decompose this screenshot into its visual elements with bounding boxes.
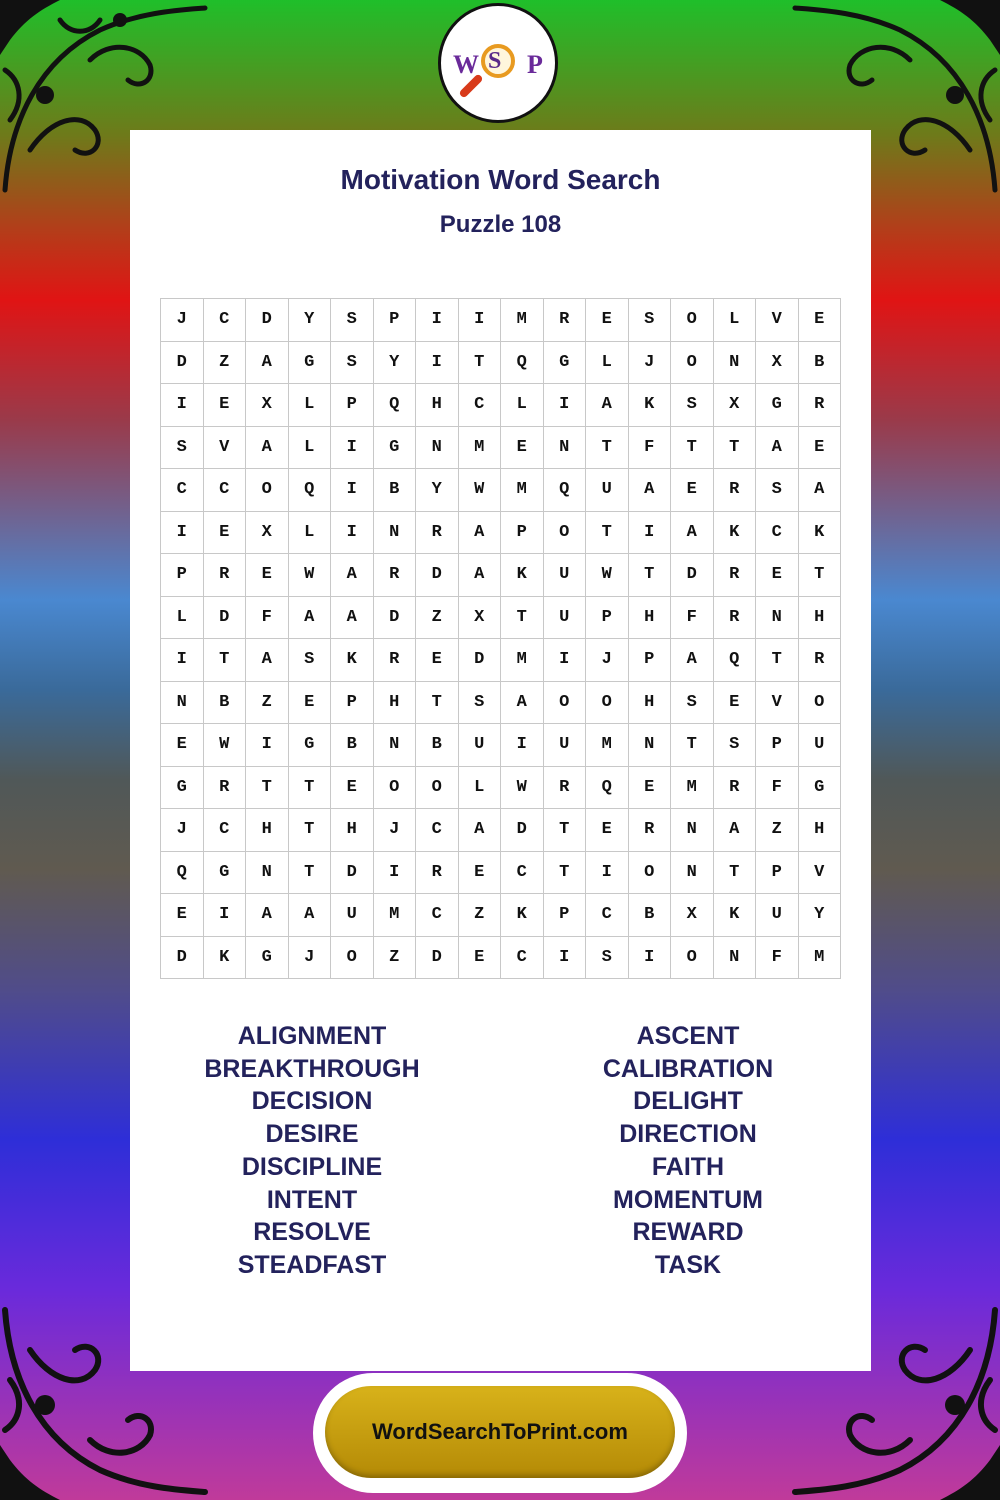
grid-cell[interactable]: A <box>246 639 289 682</box>
grid-cell[interactable]: P <box>756 852 799 895</box>
footer-link-button[interactable] <box>325 1386 675 1478</box>
grid-cell[interactable]: X <box>714 384 757 427</box>
grid-cell[interactable]: F <box>756 937 799 980</box>
grid-cell[interactable]: Z <box>756 809 799 852</box>
grid-cell[interactable]: H <box>799 809 842 852</box>
word-list-item: REWARD <box>632 1218 744 1247</box>
grid-cell[interactable]: Q <box>374 384 417 427</box>
grid-cell[interactable]: M <box>459 427 502 470</box>
grid-cell[interactable]: D <box>161 342 204 385</box>
grid-cell[interactable]: J <box>161 809 204 852</box>
grid-cell[interactable]: Q <box>501 342 544 385</box>
grid-cell[interactable]: T <box>586 427 629 470</box>
grid-cell[interactable]: X <box>459 597 502 640</box>
grid-cell[interactable]: T <box>714 852 757 895</box>
grid-cell[interactable]: Y <box>416 469 459 512</box>
grid-cell[interactable]: I <box>501 724 544 767</box>
grid-cell[interactable]: C <box>204 809 247 852</box>
grid-cell[interactable]: S <box>331 342 374 385</box>
grid-cell[interactable]: S <box>756 469 799 512</box>
grid-cell[interactable]: H <box>799 597 842 640</box>
grid-cell[interactable]: I <box>331 469 374 512</box>
grid-cell[interactable]: I <box>161 512 204 555</box>
grid-cell[interactable]: I <box>331 512 374 555</box>
grid-cell[interactable]: J <box>161 299 204 342</box>
grid-cell[interactable]: W <box>289 554 332 597</box>
grid-cell[interactable]: D <box>459 639 502 682</box>
grid-cell[interactable]: U <box>544 724 587 767</box>
grid-cell[interactable]: F <box>671 597 714 640</box>
grid-cell[interactable]: I <box>544 937 587 980</box>
grid-cell[interactable]: F <box>629 427 672 470</box>
grid-cell[interactable]: T <box>544 852 587 895</box>
grid-cell[interactable]: S <box>671 384 714 427</box>
word-list-item: ASCENT <box>636 1022 740 1050</box>
grid-cell[interactable]: O <box>671 299 714 342</box>
grid-cell[interactable]: T <box>799 554 842 597</box>
logo-letter-w: W <box>453 50 479 79</box>
grid-cell[interactable]: H <box>629 682 672 725</box>
grid-cell[interactable]: C <box>501 937 544 980</box>
grid-cell[interactable]: K <box>501 554 544 597</box>
grid-cell[interactable]: N <box>714 937 757 980</box>
grid-cell[interactable]: A <box>756 427 799 470</box>
grid-cell[interactable]: D <box>671 554 714 597</box>
grid-cell[interactable]: M <box>671 767 714 810</box>
grid-cell[interactable]: O <box>671 937 714 980</box>
grid-cell[interactable]: P <box>331 384 374 427</box>
grid-cell[interactable]: P <box>629 639 672 682</box>
grid-cell[interactable]: N <box>671 809 714 852</box>
grid-cell[interactable]: O <box>799 682 842 725</box>
grid-cell[interactable]: N <box>246 852 289 895</box>
grid-cell[interactable]: O <box>416 767 459 810</box>
grid-cell[interactable]: D <box>416 554 459 597</box>
grid-cell[interactable]: D <box>161 937 204 980</box>
grid-cell[interactable]: T <box>204 639 247 682</box>
grid-cell[interactable]: C <box>459 384 502 427</box>
grid-cell[interactable]: E <box>459 937 502 980</box>
grid-cell[interactable]: D <box>374 597 417 640</box>
grid-cell[interactable]: T <box>671 427 714 470</box>
grid-cell[interactable]: B <box>374 469 417 512</box>
grid-cell[interactable]: G <box>374 427 417 470</box>
grid-cell[interactable]: R <box>416 852 459 895</box>
grid-cell[interactable]: I <box>586 852 629 895</box>
grid-cell[interactable]: A <box>246 342 289 385</box>
grid-cell[interactable]: P <box>756 724 799 767</box>
grid-cell[interactable]: T <box>501 597 544 640</box>
footer-site-url: WordSearchToPrint.com <box>372 1419 628 1444</box>
grid-cell[interactable]: K <box>714 512 757 555</box>
grid-cell[interactable]: R <box>544 299 587 342</box>
grid-cell[interactable]: N <box>671 852 714 895</box>
grid-cell[interactable]: V <box>756 299 799 342</box>
grid-cell[interactable]: R <box>714 767 757 810</box>
grid-cell[interactable]: G <box>161 767 204 810</box>
grid-cell[interactable]: E <box>586 809 629 852</box>
grid-cell[interactable]: G <box>289 342 332 385</box>
grid-cell[interactable]: E <box>799 427 842 470</box>
grid-cell[interactable]: Q <box>544 469 587 512</box>
grid-cell[interactable]: K <box>629 384 672 427</box>
grid-cell[interactable]: O <box>671 342 714 385</box>
word-list-item: DISCIPLINE <box>241 1152 383 1181</box>
grid-cell[interactable]: R <box>799 639 842 682</box>
grid-cell[interactable]: T <box>756 639 799 682</box>
grid-cell[interactable]: M <box>501 469 544 512</box>
grid-cell[interactable]: L <box>459 767 502 810</box>
grid-cell[interactable]: X <box>246 512 289 555</box>
grid-cell[interactable]: F <box>246 597 289 640</box>
word-list-right <box>538 1020 838 1282</box>
grid-cell[interactable]: I <box>629 937 672 980</box>
grid-cell[interactable]: I <box>459 299 502 342</box>
grid-cell[interactable]: O <box>629 852 672 895</box>
grid-cell[interactable]: D <box>246 299 289 342</box>
grid-cell[interactable]: P <box>161 554 204 597</box>
grid-cell[interactable]: J <box>586 639 629 682</box>
grid-cell[interactable]: Q <box>586 767 629 810</box>
grid-cell[interactable]: M <box>799 937 842 980</box>
grid-cell[interactable]: L <box>161 597 204 640</box>
puzzle-sheet <box>130 130 871 1371</box>
grid-cell[interactable]: B <box>799 342 842 385</box>
grid-cell[interactable]: M <box>586 724 629 767</box>
grid-cell[interactable]: K <box>331 639 374 682</box>
grid-cell[interactable]: N <box>374 512 417 555</box>
grid-cell[interactable]: I <box>416 299 459 342</box>
grid-cell[interactable]: U <box>331 894 374 937</box>
grid-cell[interactable]: Y <box>289 299 332 342</box>
grid-cell[interactable]: S <box>289 639 332 682</box>
grid-cell[interactable]: Z <box>204 342 247 385</box>
grid-cell[interactable]: S <box>671 682 714 725</box>
grid-cell[interactable]: E <box>586 299 629 342</box>
grid-cell[interactable]: M <box>374 894 417 937</box>
grid-cell[interactable]: E <box>331 767 374 810</box>
grid-cell[interactable]: C <box>204 469 247 512</box>
word-list-item: ALIGNMENT <box>237 1022 387 1050</box>
grid-cell[interactable]: T <box>289 809 332 852</box>
grid-cell[interactable]: K <box>799 512 842 555</box>
grid-cell[interactable]: F <box>756 767 799 810</box>
grid-cell[interactable]: L <box>289 384 332 427</box>
grid-cell[interactable]: S <box>714 724 757 767</box>
grid-cell[interactable]: A <box>459 809 502 852</box>
grid-cell[interactable]: E <box>756 554 799 597</box>
grid-cell[interactable]: P <box>544 894 587 937</box>
grid-cell[interactable]: C <box>204 299 247 342</box>
word-list-item: DIRECTION <box>619 1120 757 1149</box>
grid-cell[interactable]: V <box>756 682 799 725</box>
grid-cell[interactable]: V <box>799 852 842 895</box>
footer-badge[interactable] <box>313 1373 687 1493</box>
grid-cell[interactable]: I <box>544 639 587 682</box>
grid-cell[interactable]: Q <box>161 852 204 895</box>
grid-cell[interactable]: B <box>629 894 672 937</box>
grid-cell[interactable]: A <box>586 384 629 427</box>
grid-cell[interactable]: O <box>246 469 289 512</box>
word-list-item: BREAKTHROUGH <box>204 1054 420 1083</box>
grid-cell[interactable]: E <box>799 299 842 342</box>
word-list-item: CALIBRATION <box>602 1054 774 1083</box>
grid-cell[interactable]: R <box>416 512 459 555</box>
grid-cell[interactable]: I <box>246 724 289 767</box>
grid-cell[interactable]: Z <box>246 682 289 725</box>
grid-cell[interactable]: B <box>416 724 459 767</box>
grid-cell[interactable]: W <box>204 724 247 767</box>
grid-cell[interactable]: H <box>331 809 374 852</box>
grid-cell[interactable]: C <box>161 469 204 512</box>
grid-cell[interactable]: S <box>629 299 672 342</box>
grid-cell[interactable]: A <box>331 597 374 640</box>
site-logo[interactable] <box>438 3 558 123</box>
grid-cell[interactable]: S <box>586 937 629 980</box>
grid-cell[interactable]: A <box>459 554 502 597</box>
grid-cell[interactable]: G <box>544 342 587 385</box>
grid-cell[interactable]: E <box>161 724 204 767</box>
grid-cell[interactable]: E <box>246 554 289 597</box>
grid-cell[interactable]: X <box>246 384 289 427</box>
grid-cell[interactable]: N <box>544 427 587 470</box>
grid-cell[interactable]: O <box>331 937 374 980</box>
grid-cell[interactable]: I <box>416 342 459 385</box>
grid-cell[interactable]: L <box>289 427 332 470</box>
grid-cell[interactable]: L <box>289 512 332 555</box>
grid-cell[interactable]: N <box>374 724 417 767</box>
grid-cell[interactable]: I <box>629 512 672 555</box>
grid-cell[interactable]: A <box>671 512 714 555</box>
grid-cell[interactable]: I <box>374 852 417 895</box>
grid-cell[interactable]: B <box>331 724 374 767</box>
grid-cell[interactable]: N <box>629 724 672 767</box>
grid-cell[interactable]: H <box>374 682 417 725</box>
grid-cell[interactable]: S <box>161 427 204 470</box>
grid-cell[interactable]: O <box>544 512 587 555</box>
grid-cell[interactable]: R <box>204 554 247 597</box>
grid-cell[interactable]: A <box>671 639 714 682</box>
grid-cell[interactable]: Z <box>416 597 459 640</box>
grid-cell[interactable]: N <box>756 597 799 640</box>
grid-cell[interactable]: M <box>501 639 544 682</box>
grid-cell[interactable]: H <box>416 384 459 427</box>
grid-cell[interactable]: Q <box>289 469 332 512</box>
grid-cell[interactable]: O <box>586 682 629 725</box>
grid-cell[interactable]: A <box>289 894 332 937</box>
grid-cell[interactable]: R <box>544 767 587 810</box>
grid-cell[interactable]: W <box>586 554 629 597</box>
grid-cell[interactable]: E <box>501 427 544 470</box>
grid-cell[interactable]: Z <box>459 894 502 937</box>
grid-cell[interactable]: A <box>246 427 289 470</box>
grid-cell[interactable]: D <box>204 597 247 640</box>
grid-cell[interactable]: D <box>501 809 544 852</box>
grid-cell[interactable]: P <box>374 299 417 342</box>
grid-cell[interactable]: L <box>586 342 629 385</box>
grid-cell[interactable]: R <box>374 639 417 682</box>
grid-cell[interactable]: L <box>714 299 757 342</box>
word-list-item: MOMENTUM <box>613 1185 763 1214</box>
grid-cell[interactable]: C <box>586 894 629 937</box>
grid-cell[interactable]: E <box>671 469 714 512</box>
grid-cell[interactable]: N <box>714 342 757 385</box>
grid-cell[interactable]: E <box>289 682 332 725</box>
grid-cell[interactable]: T <box>671 724 714 767</box>
grid-cell[interactable]: P <box>501 512 544 555</box>
logo-letter-s: S <box>488 48 502 74</box>
grid-cell[interactable]: M <box>501 299 544 342</box>
grid-cell[interactable]: U <box>586 469 629 512</box>
grid-cell[interactable]: G <box>246 937 289 980</box>
grid-cell[interactable]: Z <box>374 937 417 980</box>
grid-cell[interactable]: U <box>544 554 587 597</box>
grid-cell[interactable]: X <box>756 342 799 385</box>
grid-cell[interactable]: J <box>289 937 332 980</box>
grid-cell[interactable]: I <box>161 639 204 682</box>
grid-cell[interactable]: O <box>544 682 587 725</box>
grid-cell[interactable]: T <box>629 554 672 597</box>
word-list-item: DESIRE <box>265 1120 359 1149</box>
grid-cell[interactable]: C <box>416 809 459 852</box>
grid-cell[interactable]: D <box>331 852 374 895</box>
grid-cell[interactable]: S <box>459 682 502 725</box>
grid-cell[interactable]: R <box>799 384 842 427</box>
grid-cell[interactable]: A <box>501 682 544 725</box>
grid-cell[interactable]: T <box>714 427 757 470</box>
grid-cell[interactable]: Y <box>799 894 842 937</box>
grid-cell[interactable]: T <box>289 767 332 810</box>
grid-cell[interactable]: X <box>671 894 714 937</box>
grid-cell[interactable]: U <box>756 894 799 937</box>
grid-cell[interactable]: I <box>331 427 374 470</box>
grid-cell[interactable]: Q <box>714 639 757 682</box>
grid-cell[interactable]: I <box>161 384 204 427</box>
grid-cell[interactable]: A <box>714 809 757 852</box>
word-list-item: DECISION <box>251 1087 373 1116</box>
word-list-item: STEADFAST <box>237 1250 387 1279</box>
grid-cell[interactable]: I <box>204 894 247 937</box>
grid-cell[interactable]: D <box>416 937 459 980</box>
grid-cell[interactable]: W <box>459 469 502 512</box>
grid-cell[interactable]: R <box>714 597 757 640</box>
grid-cell[interactable]: K <box>714 894 757 937</box>
grid-cell[interactable]: U <box>459 724 502 767</box>
grid-cell[interactable]: L <box>501 384 544 427</box>
word-list-item: TASK <box>654 1250 722 1279</box>
grid-cell[interactable]: P <box>586 597 629 640</box>
grid-cell[interactable]: B <box>204 682 247 725</box>
grid-cell[interactable]: E <box>714 682 757 725</box>
grid-cell[interactable]: J <box>629 342 672 385</box>
word-list-item: DELIGHT <box>633 1087 743 1116</box>
grid-cell[interactable]: C <box>756 512 799 555</box>
grid-cell[interactable]: P <box>331 682 374 725</box>
letter-grid[interactable] <box>160 298 841 979</box>
grid-cell[interactable]: A <box>289 597 332 640</box>
logo-letter-p: P <box>527 50 543 79</box>
grid-cell[interactable]: G <box>289 724 332 767</box>
grid-cell[interactable]: T <box>246 767 289 810</box>
word-list-left <box>162 1020 462 1282</box>
grid-cell[interactable]: T <box>416 682 459 725</box>
page-title: Motivation Word Search <box>340 164 661 195</box>
grid-cell[interactable]: E <box>161 894 204 937</box>
grid-cell[interactable]: C <box>416 894 459 937</box>
grid-cell[interactable]: C <box>501 852 544 895</box>
grid-cell[interactable]: T <box>586 512 629 555</box>
grid-cell[interactable]: V <box>204 427 247 470</box>
grid-cell[interactable]: G <box>799 767 842 810</box>
grid-cell[interactable]: E <box>629 767 672 810</box>
grid-cell[interactable]: O <box>374 767 417 810</box>
grid-cell[interactable]: E <box>204 512 247 555</box>
grid-cell[interactable]: T <box>544 809 587 852</box>
grid-cell[interactable]: G <box>204 852 247 895</box>
grid-cell[interactable]: T <box>459 342 502 385</box>
puzzle-number: Puzzle 108 <box>439 211 562 238</box>
grid-cell[interactable]: R <box>714 554 757 597</box>
grid-cell[interactable]: Y <box>374 342 417 385</box>
grid-cell[interactable]: A <box>629 469 672 512</box>
word-list-item: FAITH <box>651 1152 725 1181</box>
grid-cell[interactable]: R <box>629 809 672 852</box>
grid-cell[interactable]: S <box>331 299 374 342</box>
grid-cell[interactable]: A <box>246 894 289 937</box>
grid-cell[interactable]: E <box>416 639 459 682</box>
grid-cell[interactable]: N <box>161 682 204 725</box>
grid-cell[interactable]: R <box>714 469 757 512</box>
grid-cell[interactable]: A <box>459 512 502 555</box>
grid-cell[interactable]: I <box>544 384 587 427</box>
grid-cell[interactable]: K <box>204 937 247 980</box>
grid-cell[interactable]: R <box>204 767 247 810</box>
grid-cell[interactable]: W <box>501 767 544 810</box>
grid-cell[interactable]: E <box>459 852 502 895</box>
grid-cell[interactable]: U <box>544 597 587 640</box>
grid-cell[interactable]: U <box>799 724 842 767</box>
grid-cell[interactable]: H <box>246 809 289 852</box>
grid-cell[interactable]: G <box>756 384 799 427</box>
grid-cell[interactable]: E <box>204 384 247 427</box>
grid-cell[interactable]: H <box>629 597 672 640</box>
word-list-item: RESOLVE <box>253 1218 371 1247</box>
grid-cell[interactable]: N <box>416 427 459 470</box>
grid-cell[interactable]: R <box>374 554 417 597</box>
grid-cell[interactable]: K <box>501 894 544 937</box>
grid-cell[interactable]: T <box>289 852 332 895</box>
grid-cell[interactable]: A <box>331 554 374 597</box>
word-list-item: INTENT <box>266 1185 358 1214</box>
grid-cell[interactable]: A <box>799 469 842 512</box>
grid-cell[interactable]: J <box>374 809 417 852</box>
